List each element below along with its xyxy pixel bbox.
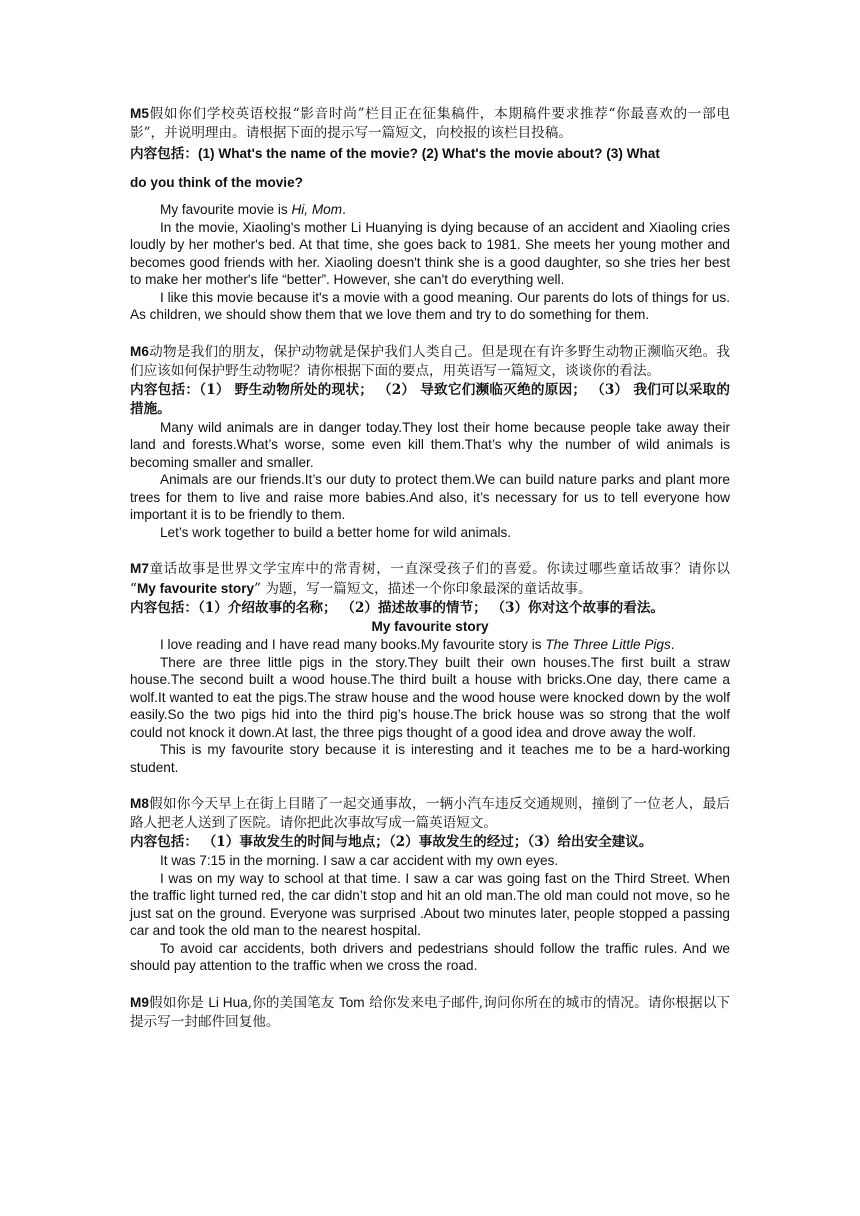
m6-paragraph-1: Many wild animals are in danger today.They lost their home because people take away their land and forests.What’s worse, some even kill them.That’s why the number of wild animals is becoming smaller and smaller.	[130, 419, 730, 470]
m6-essay	[130, 419, 730, 542]
m5-essay	[130, 201, 730, 324]
m6-prompt: M6动物是我们的朋友，保护动物就是保护我们人类自己。但是现在有许多野生动物正濒临灭绝。我们应该如何保护野生动物呢？请你根据下面的要点，用英语写一篇短文，谈谈你的看法。	[130, 343, 730, 379]
m7-essay-title: My favourite story	[371, 619, 489, 634]
m6-paragraph-3: Let’s work together to build a better home for wild animals.	[160, 524, 512, 540]
m8-paragraph-1: It was 7:15 in the morning. I saw a car accident with my own eyes.	[160, 853, 559, 868]
exercise-m6	[130, 342, 730, 542]
m7-essay	[130, 636, 730, 776]
m5-prompt: M5假如你们学校英语校报“影音时尚”栏目正在征集稿件，本期稿件要求推荐“你最喜欢的一部电影”，并说明理由。请根据下面的提示写一篇短文，向校报的该栏目投稿。	[130, 106, 730, 141]
m8-paragraph-3: To avoid car accidents, both drivers and pedestrians should follow the traffic rules. And we should pay attention to the traffic when we cross the road.	[130, 940, 730, 973]
m5-tag: M5	[130, 106, 149, 121]
m8-paragraph-2: I was on my way to school at that time. I saw a car was going fast on the Third Street. When the traffic light turned red, the car didn’t stop and hit an old man.The old man could not move, so he just sat on the ground. Everyone was surprised .About two minutes later, people stopped a passing car and took the old man to the nearest hospital.	[130, 870, 730, 938]
m5-content-line1: 内容包括：(1) What's the name of the movie? (2) What's the movie about? (3) What	[130, 146, 660, 161]
m5-paragraph-2: In the movie, Xiaoling's mother Li Huanying is dying because of an accident and Xiaoling cries loudly by her mother's bed. At that time, she goes back to 1981. She meets her young mother and becomes good friends with her. Xiaoling doesn't think she is a good daughter, so she tries her best to make her mother's life “better”. However, she can't do everything well.	[130, 219, 730, 287]
m7-paragraph-2: There are three little pigs in the story.They built their own houses.The first built a straw house.The second built a wood house.The third built a house with bricks.One day, there came a wolf.It wanted to eat the pigs.The straw house and the wood house were knocked down by the wolf easily.So the two pigs hid into the third pig’s house.The brick house was so strong that the wolf could not knock it down.At last, the three pigs thought of a good idea and drove away the wolf.	[130, 654, 730, 740]
exercise-m8	[130, 794, 730, 975]
m9-prompt: M9假如你是 Li Hua,你的美国笔友 Tom 给你发来电子邮件,询问你所在的城市的情况。请你根据以下提示写一封邮件回复他。	[130, 994, 730, 1030]
m6-paragraph-2: Animals are our friends.It’s our duty to protect them.We can build nature parks and plant more trees for them to live and raise more babies.And also, it’s necessary for us to tell everyone how important it is to be friendly to them.	[130, 472, 730, 522]
exercise-m9	[130, 993, 730, 1032]
document-page	[130, 104, 730, 1032]
m5-content-line2: do you think of the movie?	[130, 175, 303, 190]
m8-prompt: M8假如你今天早上在街上目睹了一起交通事故，一辆小汽车违反交通规则，撞倒了一位老人，最后路人把老人送到了医院。请你把此次事故写成一篇英语短文。	[130, 796, 730, 831]
exercise-m5	[130, 104, 730, 324]
m6-content: 内容包括：（1） 野生动物所处的现状； （2） 导致它们濒临灭绝的原因； （3） 我们可以采取的措施。	[130, 381, 730, 417]
m5-paragraph-3: I like this movie because it's a movie with a good meaning. Our parents do lots of things for us. As children, we should show them that we love them and try to do something for them.	[130, 289, 730, 322]
m7-content: 内容包括：（1）介绍故事的名称； （2）描述故事的情节； （3）你对这个故事的看法。	[130, 600, 665, 616]
exercise-m7	[130, 559, 730, 776]
m8-content: 内容包括： （1）事故发生的时间与地点；（2）事故发生的经过；（3）给出安全建议。	[130, 834, 653, 850]
m7-paragraph-1: I love reading and I have read many books.My favourite story is The Three Little Pigs.	[160, 637, 675, 652]
m7-prompt: M7童话故事是世界文学宝库中的常青树，一直深受孩子们的喜爱。你读过哪些童话故事？请你以 “My favourite story” 为题，写一篇短文，描述一个你印象最深的童话故事。	[130, 561, 730, 597]
m5-paragraph-1: My favourite movie is Hi, Mom.	[160, 202, 346, 217]
m8-essay	[130, 852, 730, 975]
m7-paragraph-3: This is my favourite story because it is interesting and it teaches me to be a hard-working student.	[130, 742, 730, 775]
